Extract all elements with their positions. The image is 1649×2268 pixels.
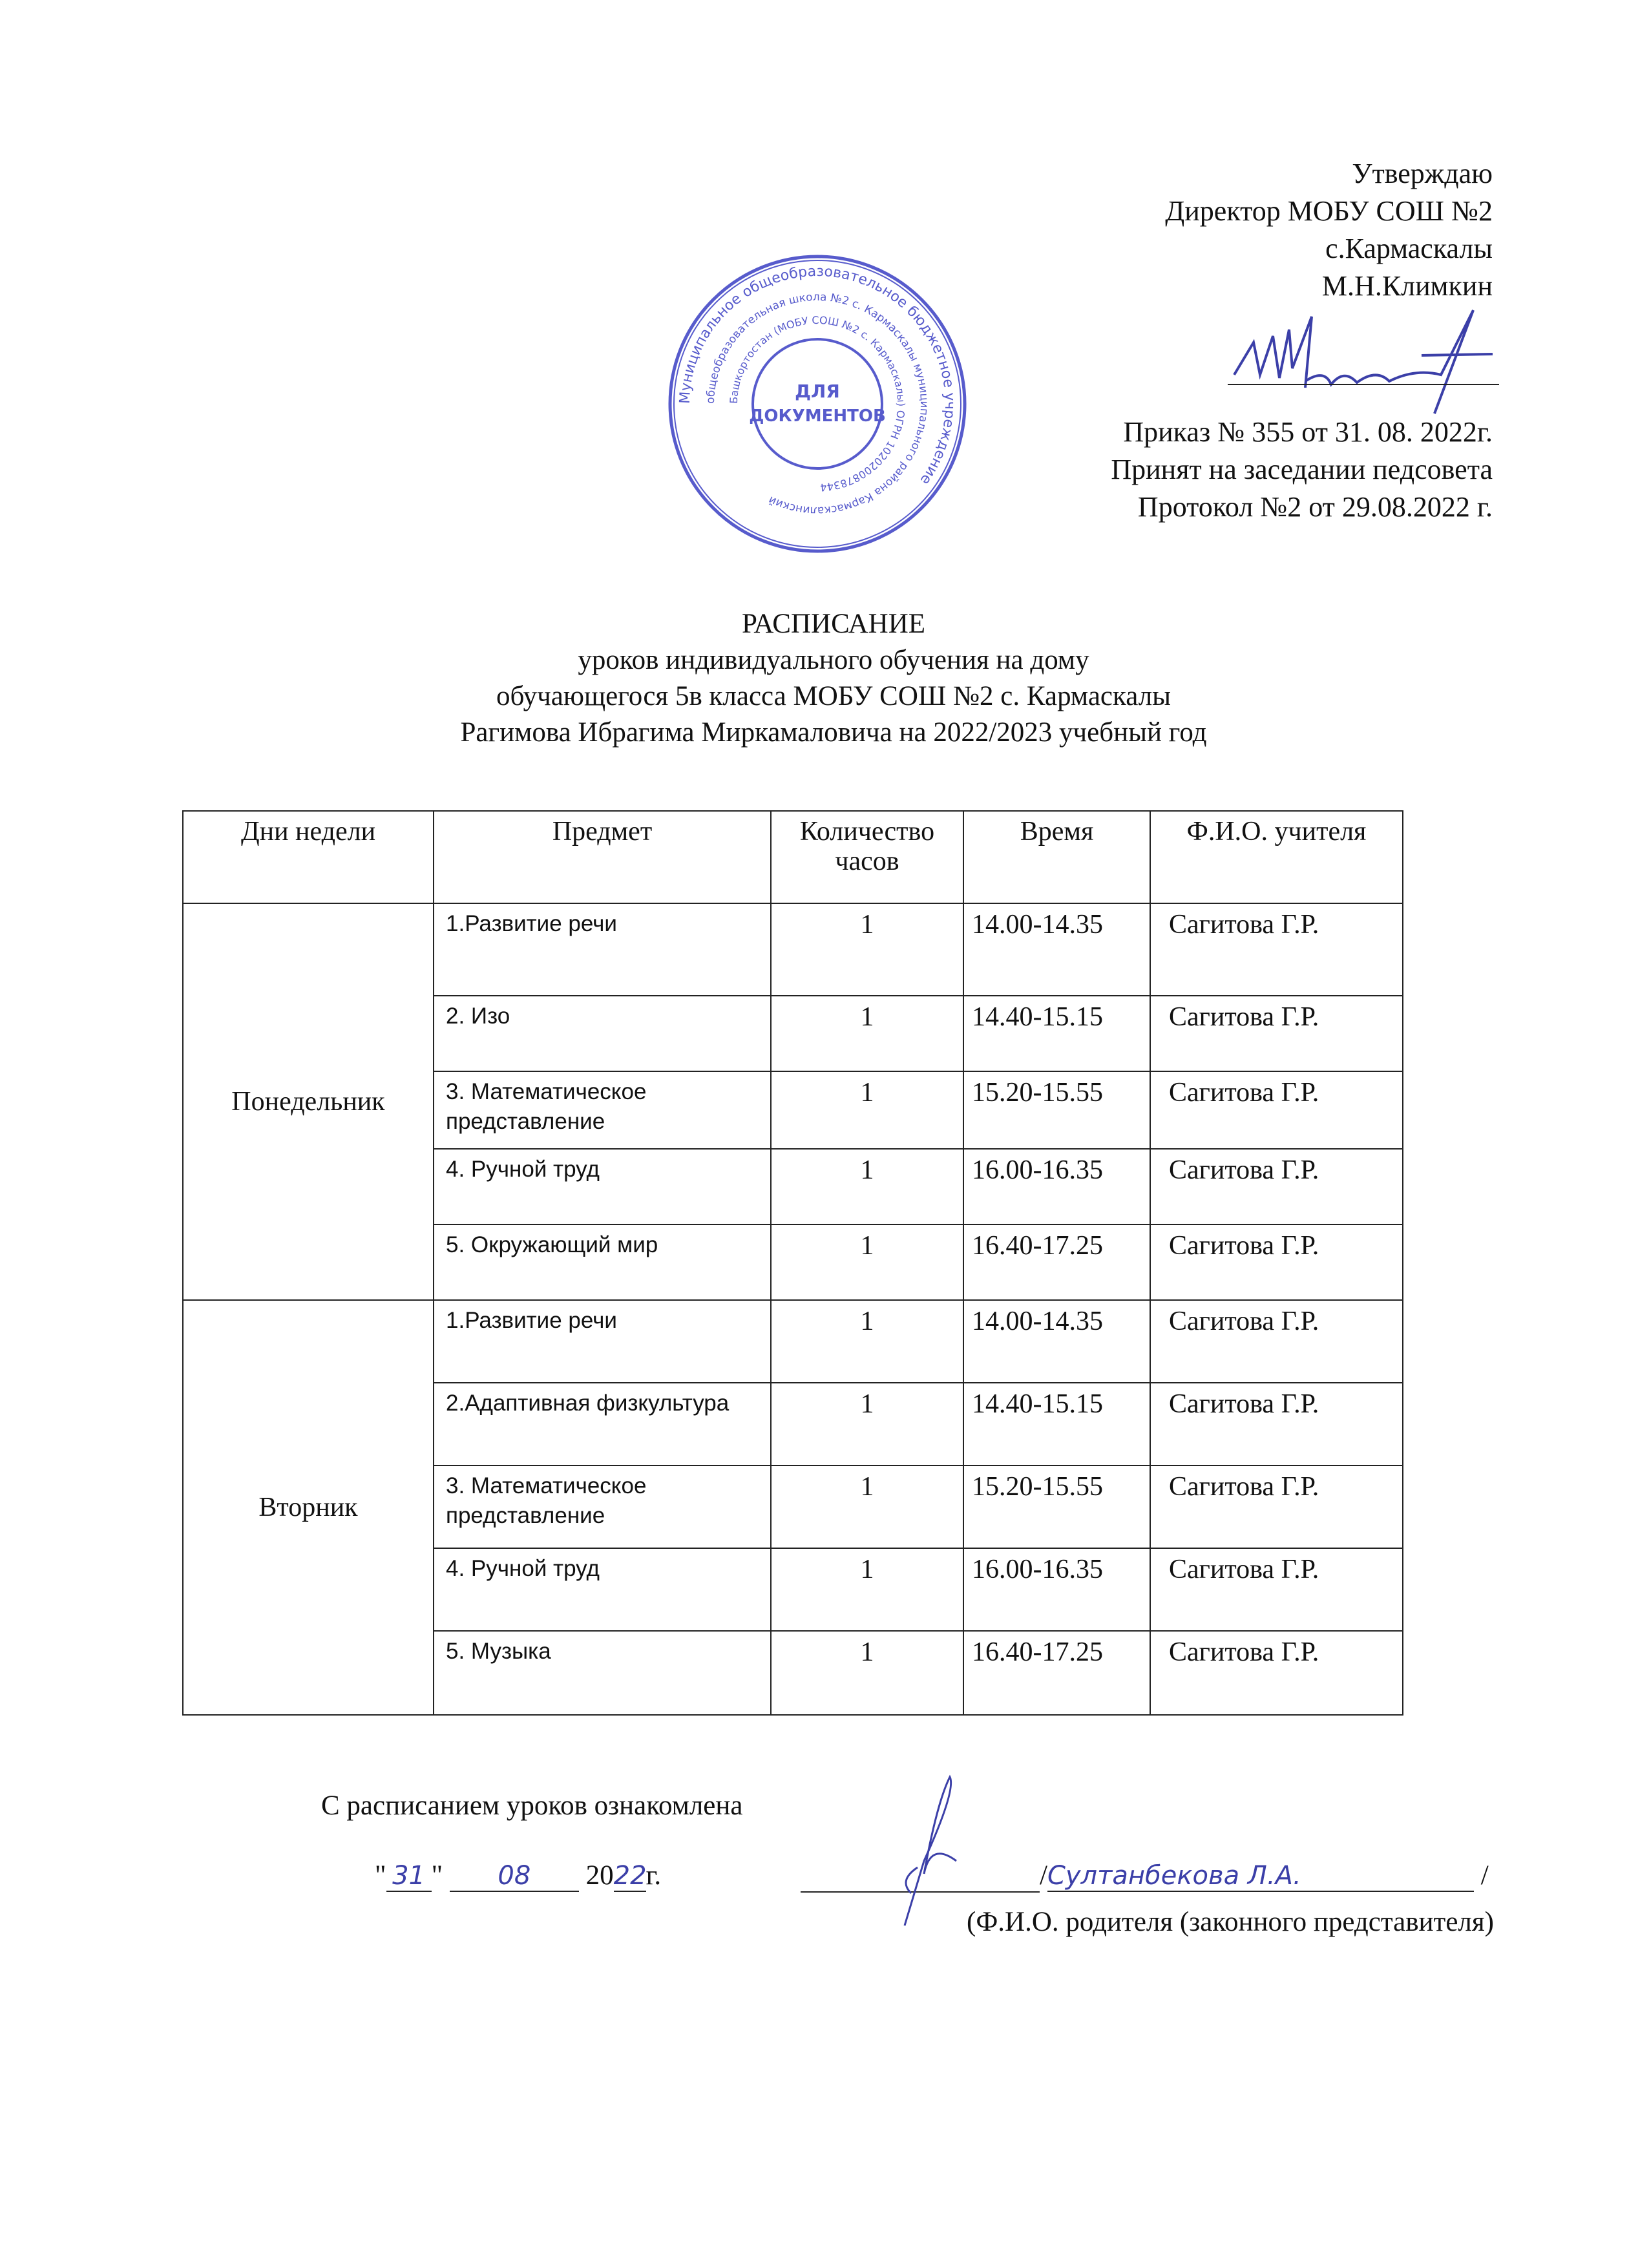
hours-cell: 1 — [771, 1224, 963, 1300]
table-header-row — [183, 811, 1403, 903]
subject-cell: 5. Окружающий мир — [434, 1224, 771, 1300]
schedule-table — [182, 810, 1403, 1716]
time-cell: 16.00-16.35 — [963, 1149, 1150, 1224]
teacher-cell: Сагитова Г.Р. — [1150, 1224, 1403, 1300]
svg-text:Башкортостан (МОБУ СОШ №2 с. К — [728, 314, 907, 494]
stamp-middle-text: общеобразовательная школа №2 с. Кармаскалы муниципального района Кармаскалинский — [704, 290, 931, 518]
teacher-cell: Сагитова Г.Р. — [1150, 1383, 1403, 1465]
stamp-inner-text: Башкортостан (МОБУ СОШ №2 с. Кармаскалы) ОГРН 1020200878344 — [727, 313, 908, 494]
hours-cell: 1 — [771, 1149, 963, 1224]
day-cell: Вторник — [183, 1300, 434, 1715]
hours-cell: 1 — [771, 996, 963, 1071]
teacher-cell: Сагитова Г.Р. — [1150, 1548, 1403, 1631]
parent-signature-line: /Султанбекова Л.А. / — [801, 1860, 1489, 1893]
hours-cell: 1 — [771, 903, 963, 996]
time-cell: 14.40-15.15 — [963, 996, 1150, 1071]
hours-cell: 1 — [771, 1548, 963, 1631]
director-signature — [1228, 304, 1499, 420]
approval-line: Утверждаю — [1352, 158, 1493, 189]
header-hours: Количество часов — [771, 811, 963, 903]
subject-cell: 3. Математическое представление — [434, 1071, 771, 1149]
subject-cell: 5. Музыка — [434, 1631, 771, 1715]
order-line: Протокол №2 от 29.08.2022 г. — [1137, 491, 1493, 523]
parent-caption: (Ф.И.О. родителя (законного представителя) — [967, 1907, 1494, 1937]
school-stamp — [666, 252, 969, 556]
time-cell: 14.00-14.35 — [963, 1300, 1150, 1383]
subject-cell: 2.Адаптивная физкультура — [434, 1383, 771, 1465]
approval-line: с.Кармаскалы — [1325, 233, 1493, 264]
table-row — [183, 903, 1403, 996]
hours-cell: 1 — [771, 1465, 963, 1548]
approval-line: М.Н.Климкин — [1321, 270, 1493, 302]
day-cell: Понедельник — [183, 903, 434, 1300]
time-cell: 16.40-17.25 — [963, 1224, 1150, 1300]
stamp-center-text: ДЛЯ — [795, 381, 840, 402]
date-line: " 31 " 08 2022г. — [375, 1860, 662, 1891]
stamp-outer-text: Муниципальное общеобразовательное бюджетное учреждение — [677, 263, 958, 488]
year-unit: г. — [646, 1860, 662, 1891]
order-line: Приказ № 355 от 31. 08. 2022г. — [1123, 416, 1493, 448]
date-month: 08 — [450, 1861, 579, 1892]
stamp-center-text: ДОКУМЕНТОВ — [749, 406, 886, 426]
teacher-cell: Сагитова Г.Р. — [1150, 1300, 1403, 1383]
time-cell: 16.00-16.35 — [963, 1548, 1150, 1631]
teacher-cell: Сагитова Г.Р. — [1150, 1465, 1403, 1548]
title-line: Рагимова Ибрагима Миркамаловича на 2022/2023 учебный год — [460, 717, 1207, 748]
time-cell: 15.20-15.55 — [963, 1465, 1150, 1548]
time-cell: 14.00-14.35 — [963, 903, 1150, 996]
teacher-cell: Сагитова Г.Р. — [1150, 1071, 1403, 1149]
date-day: 31 — [386, 1861, 432, 1892]
hours-cell: 1 — [771, 1071, 963, 1149]
subject-cell: 4. Ручной труд — [434, 1548, 771, 1631]
hours-cell: 1 — [771, 1383, 963, 1465]
header-day: Дни недели — [183, 811, 434, 903]
hours-cell: 1 — [771, 1300, 963, 1383]
subject-cell: 2. Изо — [434, 996, 771, 1071]
header-time: Время — [963, 811, 1150, 903]
year-suffix: 22 — [613, 1861, 647, 1891]
header-subject: Предмет — [434, 811, 771, 903]
time-cell: 14.40-15.15 — [963, 1383, 1150, 1465]
order-line: Принят на заседании педсовета — [1111, 454, 1493, 485]
subject-cell: 1.Развитие речи — [434, 903, 771, 996]
teacher-cell: Сагитова Г.Р. — [1150, 996, 1403, 1071]
acknowledgement-text: С расписанием уроков ознакомлена — [321, 1790, 743, 1821]
time-cell: 15.20-15.55 — [963, 1071, 1150, 1149]
title-line: обучающегося 5в класса МОБУ СОШ №2 с. Кармаскалы — [496, 681, 1171, 711]
title-line: уроков индивидуального обучения на дому — [578, 645, 1089, 675]
hours-cell: 1 — [771, 1631, 963, 1715]
approval-line: Директор МОБУ СОШ №2 — [1165, 195, 1493, 227]
order-block — [1008, 414, 1493, 526]
subject-cell: 4. Ручной труд — [434, 1149, 771, 1224]
teacher-cell: Сагитова Г.Р. — [1150, 1149, 1403, 1224]
parent-name: Султанбекова Л.А. — [1047, 1861, 1474, 1892]
time-cell: 16.40-17.25 — [963, 1631, 1150, 1715]
teacher-cell: Сагитова Г.Р. — [1150, 1631, 1403, 1715]
teacher-cell: Сагитова Г.Р. — [1150, 903, 1403, 996]
header-teacher: Ф.И.О. учителя — [1150, 811, 1403, 903]
subject-cell: 3. Математическое представление — [434, 1465, 771, 1548]
table-row — [183, 1300, 1403, 1383]
title-heading: РАСПИСАНИЕ — [741, 609, 926, 639]
year-prefix: 20 — [585, 1860, 614, 1891]
subject-cell: 1.Развитие речи — [434, 1300, 771, 1383]
document-title — [194, 606, 1473, 751]
approval-block — [1034, 155, 1493, 305]
